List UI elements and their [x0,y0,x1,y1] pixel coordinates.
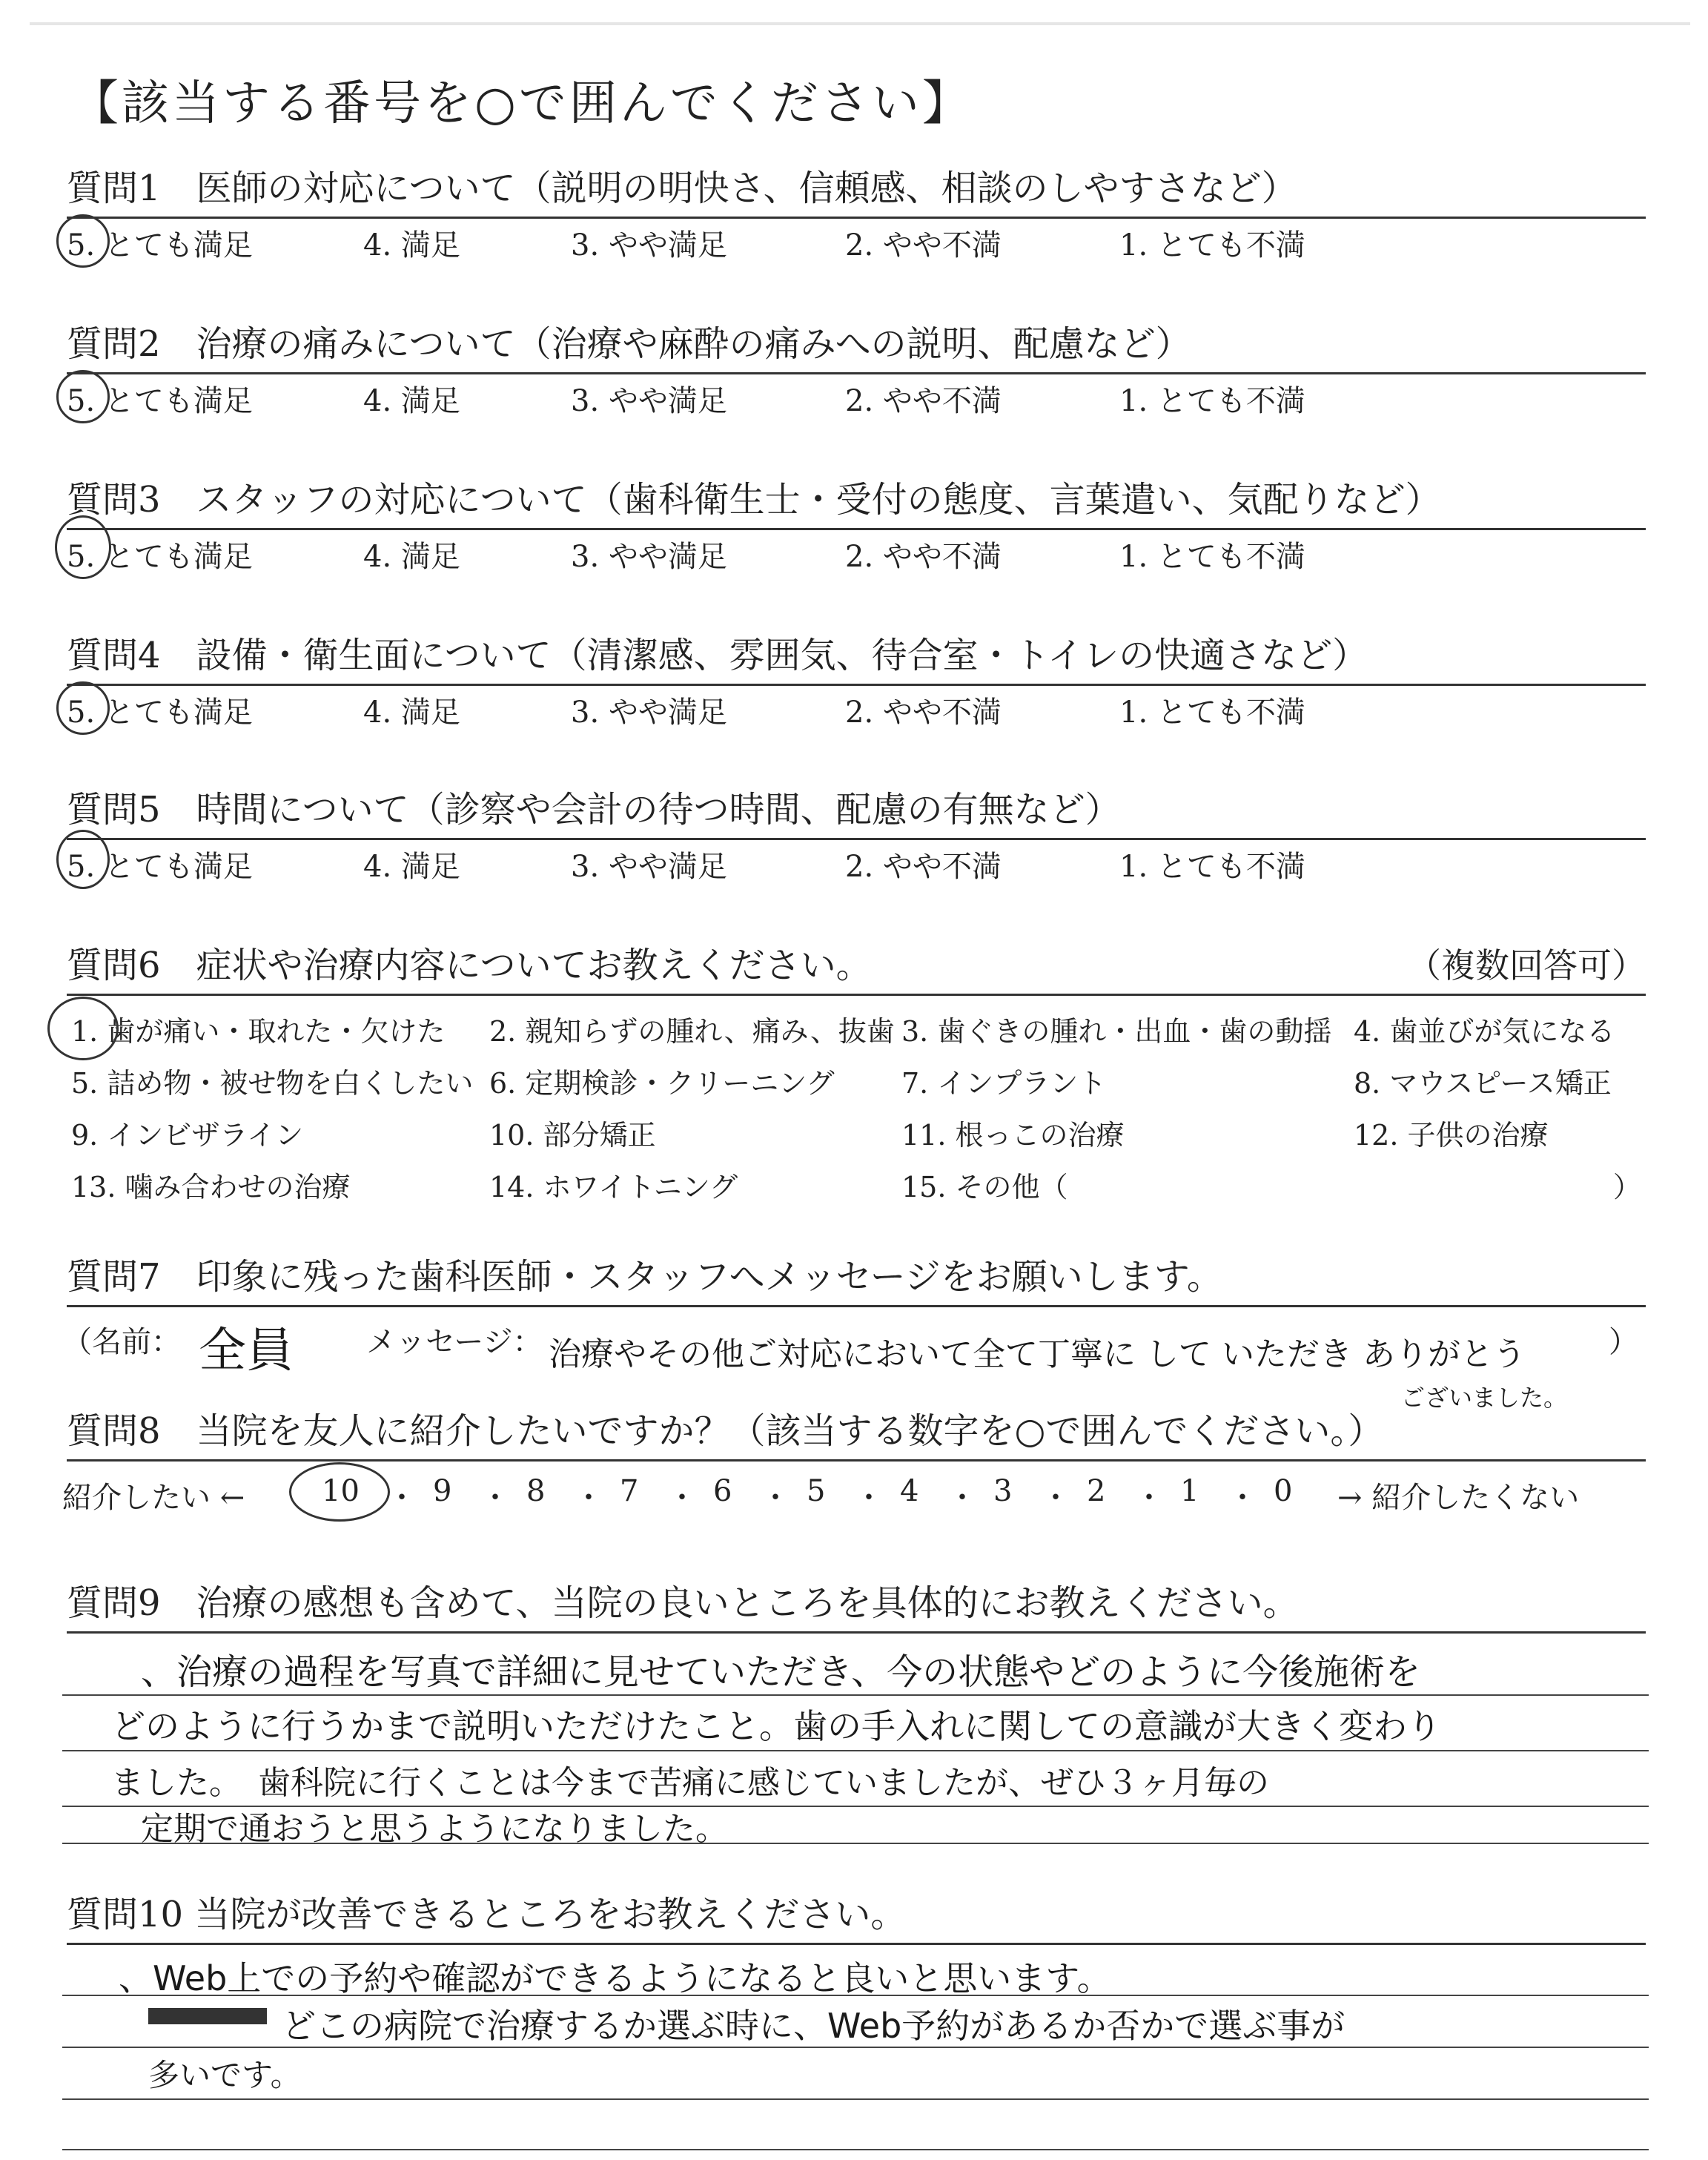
q6-item-2[interactable]: 2. 親知らずの腫れ、痛み、抜歯 [489,1015,895,1048]
q1-option-4[interactable]: 4. 満足 [363,228,460,262]
q8-left-label: 紹介したい ← [62,1481,245,1515]
q4-option-5[interactable]: 5. とても満足 [67,696,253,730]
q8-dot: ・ [480,1481,510,1515]
question-9-rule [67,1631,1646,1634]
question-6-note: （複数回答可） [1407,945,1646,985]
question-9-title: 質問9 治療の感想も含めて、当院の良いところを具体的にお教えください。 [67,1582,1299,1624]
q3-option-5[interactable]: 5. とても満足 [67,540,253,574]
question-10-title: 質問10 当院が改善できるところをお教えください。 [67,1894,907,1935]
q7-message-label: メッセージ： [366,1325,543,1359]
q8-dot: ・ [667,1481,697,1515]
q6-item-7[interactable]: 7. インプラント [901,1067,1107,1100]
q3-option-1[interactable]: 1. とても不満 [1119,540,1305,574]
question-1-options [67,219,1646,266]
q2-option-4[interactable]: 4. 満足 [363,384,460,418]
q6-item-9[interactable]: 9. インビザライン [71,1119,304,1152]
q7-name-value[interactable]: 全員 [199,1324,294,1378]
q8-dot: ・ [574,1481,603,1515]
question-1-title: 質問1 医師の対応について（説明の明快さ、信頼感、相談のしやすさなど） [67,168,1297,209]
q4-option-2[interactable]: 2. やや不満 [845,696,1002,730]
q8-value-2[interactable]: 2 [1087,1474,1106,1508]
question-4-title: 質問4 設備・衛生面について（清潔感、雰囲気、待合室・トイレの快適さなど） [67,635,1368,676]
q8-dot: ・ [1134,1481,1164,1515]
q7-close-paren: ） [1609,1325,1638,1359]
q7-message-line1[interactable]: 治療やその他ご対応において全て丁寧に して いただき ありがとう [549,1335,1526,1373]
q1-option-5[interactable]: 5. とても満足 [67,228,253,262]
question-8-title: 質問8 当院を友人に紹介したいですか？（該当する数字を○で囲んでください。） [67,1410,1384,1452]
q5-option-2[interactable]: 2. やや不満 [845,850,1002,884]
question-4-options [67,686,1646,733]
q2-option-5[interactable]: 5. とても満足 [67,384,253,418]
question-7 [67,1253,1646,1307]
q5-option-4[interactable]: 4. 満足 [363,850,460,884]
q3-selection-circle [55,515,111,579]
question-6-options [67,1008,1646,1223]
q2-option-3[interactable]: 3. やや満足 [571,384,727,418]
q9-writing-line [62,1694,1649,1696]
q9-answer-line2[interactable]: どのように行うかまで説明いただけたこと。歯の手入れに関しての意識が大きく変わり [111,1706,1441,1746]
q8-selection-circle [289,1462,390,1522]
q2-selection-circle [56,370,110,423]
top-scan-edge [30,22,1690,25]
q5-option-3[interactable]: 3. やや満足 [571,850,727,884]
q3-option-3[interactable]: 3. やや満足 [571,540,727,574]
q9-answer-line1[interactable]: 、治療の過程を写真で詳細に見せていただき、今の状態やどのように今後施術を [141,1651,1421,1693]
q6-item-12[interactable]: 12. 子供の治療 [1354,1119,1549,1152]
question-2-title: 質問2 治療の痛みについて（治療や麻酔の痛みへの説明、配慮など） [67,323,1191,365]
q8-value-7[interactable]: 7 [620,1474,639,1508]
q5-option-1[interactable]: 1. とても不満 [1119,850,1305,884]
q1-selection-circle [56,214,110,268]
q1-option-2[interactable]: 2. やや不満 [845,228,1002,262]
q10-answer-line3[interactable]: 多いです。 [148,2057,302,2093]
question-6-rule [67,994,1646,996]
q6-item-10[interactable]: 10. 部分矯正 [489,1119,656,1152]
q6-selection-circle [47,997,119,1060]
q4-option-1[interactable]: 1. とても不満 [1119,696,1305,730]
q6-item-8[interactable]: 8. マウスピース矯正 [1354,1067,1612,1100]
question-4 [67,632,1646,733]
question-8-rule [67,1459,1646,1462]
q6-item-14[interactable]: 14. ホワイトニング [489,1171,738,1203]
q7-name-label: （名前： [62,1325,181,1359]
q4-option-4[interactable]: 4. 満足 [363,696,460,730]
q5-selection-circle [56,830,110,889]
question-7-rule [67,1305,1646,1307]
q8-dot: ・ [1041,1481,1070,1515]
q8-value-4[interactable]: 4 [900,1474,919,1508]
q8-value-9[interactable]: 9 [433,1474,452,1508]
q9-writing-line [62,1750,1649,1751]
q6-item-11[interactable]: 11. 根っこの治療 [901,1119,1125,1152]
question-5 [67,786,1646,888]
q8-value-6[interactable]: 6 [713,1474,732,1508]
q6-item-15-close: ） [1613,1171,1642,1203]
q6-item-6[interactable]: 6. 定期検診・クリーニング [489,1067,835,1100]
q3-option-2[interactable]: 2. やや不満 [845,540,1002,574]
q5-option-5[interactable]: 5. とても満足 [67,850,253,884]
question-8 [67,1407,1646,1462]
question-2-options [67,374,1646,422]
question-10-rule [67,1943,1646,1945]
question-3-options [67,530,1646,578]
question-2 [67,320,1646,422]
q6-item-4[interactable]: 4. 歯並びが気になる [1354,1015,1615,1048]
question-3 [67,476,1646,578]
q1-option-3[interactable]: 3. やや満足 [571,228,727,262]
q8-right-label: → 紹介したくない [1337,1481,1580,1515]
question-1 [67,165,1646,266]
q8-value-0[interactable]: 0 [1274,1474,1293,1508]
question-6 [67,942,1646,996]
q2-option-2[interactable]: 2. やや不満 [845,384,1002,418]
q8-value-8[interactable]: 8 [526,1474,546,1508]
q8-scale [62,1474,1649,1516]
q6-item-5[interactable]: 5. 詰め物・被せ物を白くしたい [71,1067,474,1100]
question-6-title: 質問6 症状や治療内容についてお教えください。 [67,945,872,986]
q8-value-1[interactable]: 1 [1180,1474,1199,1508]
q6-item-15[interactable]: 15. その他（ [901,1171,1068,1203]
q8-dot: ・ [947,1481,977,1515]
q10-writing-line [62,2149,1649,2150]
q1-option-1[interactable]: 1. とても不満 [1119,228,1305,262]
q8-dot: ・ [1228,1481,1257,1515]
q6-item-13[interactable]: 13. 噛み合わせの治療 [71,1171,351,1203]
q8-dot: ・ [854,1481,884,1515]
question-10 [67,1891,1646,1945]
q4-selection-circle [56,681,110,735]
q6-item-1[interactable]: 1. 歯が痛い・取れた・欠けた [71,1015,446,1048]
question-5-title: 質問5 時間について（診察や会計の待つ時間、配慮の有無など） [67,789,1121,830]
q9-answer-line3[interactable]: ました。 歯科院に行くことは今まで苦痛に感じていましたが、ぜひ３ヶ月毎の [111,1764,1269,1802]
form-header: 【該当する番号を○で囲んでください】 [71,76,973,131]
q8-value-3[interactable]: 3 [993,1474,1013,1508]
q8-dot: ・ [761,1481,790,1515]
q10-writing-line [62,2098,1649,2100]
q10-crossed-out-text [148,2008,267,2024]
question-3-title: 質問3 スタッフの対応について（歯科衛生士・受付の態度、言葉遣い、気配りなど） [67,479,1441,521]
q9-answer-line4[interactable]: 定期で通おうと思うようになりました。 [141,1810,728,1848]
q8-value-10[interactable]: 10 [322,1474,360,1508]
q8-value-5[interactable]: 5 [807,1474,826,1508]
q10-answer-line1[interactable]: 、Web上での予約や確認ができるようになると良いと思います。 [119,1958,1111,1998]
q7-message-line2[interactable]: ございました。 [1401,1384,1568,1412]
q3-option-4[interactable]: 4. 満足 [363,540,460,574]
question-9 [67,1579,1646,1634]
q8-dot: ・ [387,1481,417,1515]
q6-item-3[interactable]: 3. 歯ぐきの腫れ・出血・歯の動揺 [901,1015,1332,1048]
question-5-options [67,840,1646,888]
q4-option-3[interactable]: 3. やや満足 [571,696,727,730]
q10-answer-line2[interactable]: どこの病院で治療するか選ぶ時に、Web予約があるか否かで選ぶ事が [282,2006,1345,2046]
q2-option-1[interactable]: 1. とても不満 [1119,384,1305,418]
question-7-title: 質問7 印象に残った歯科医師・スタッフへメッセージをお願いします。 [67,1256,1222,1298]
